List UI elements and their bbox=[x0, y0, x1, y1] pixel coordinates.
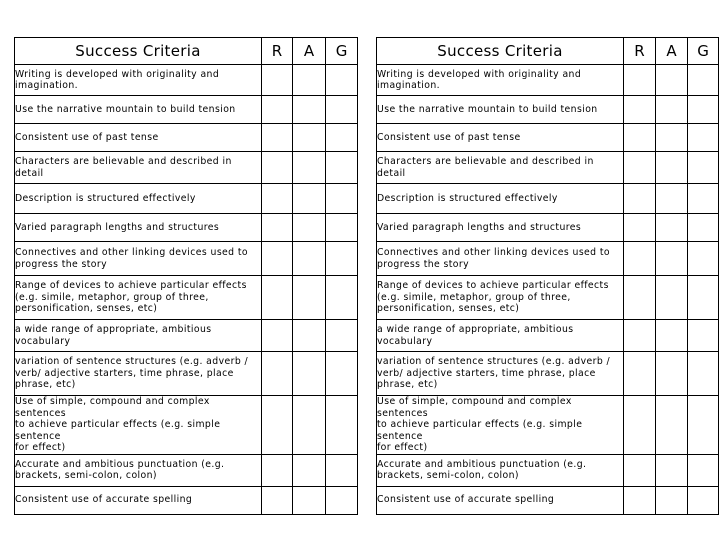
red-rating-cell[interactable] bbox=[624, 242, 656, 276]
green-rating-cell[interactable] bbox=[326, 276, 358, 320]
criteria-text: Writing is developed with originality and imagination. bbox=[377, 68, 582, 91]
criteria-text: Characters are believable and described in detail bbox=[377, 156, 594, 179]
red-rating-cell[interactable] bbox=[262, 214, 293, 242]
criteria-header: Success Criteria bbox=[15, 38, 262, 65]
criteria-cell bbox=[377, 352, 624, 396]
amber-rating-cell[interactable] bbox=[656, 242, 688, 276]
red-rating-cell[interactable] bbox=[262, 124, 293, 152]
green-rating-cell[interactable] bbox=[326, 454, 358, 486]
criteria-cell bbox=[377, 124, 624, 152]
header-row bbox=[377, 38, 719, 65]
criteria-row bbox=[377, 454, 719, 486]
amber-rating-cell[interactable] bbox=[293, 352, 326, 396]
criteria-text: Range of devices to achieve particular effects (e.g. simile, metaphor, group of three, personification, senses, etc) bbox=[377, 280, 609, 315]
criteria-cell bbox=[15, 276, 262, 320]
amber-rating-cell[interactable] bbox=[656, 96, 688, 124]
criteria-cell bbox=[377, 65, 624, 96]
criteria-cell bbox=[15, 214, 262, 242]
criteria-text: Connectives and other linking devices used to progress the story bbox=[15, 247, 248, 270]
green-rating-cell[interactable] bbox=[326, 65, 358, 96]
header-row bbox=[15, 38, 358, 65]
criteria-row bbox=[377, 396, 719, 455]
green-header: G bbox=[688, 38, 719, 65]
criteria-text: Description is structured effectively bbox=[15, 192, 196, 204]
amber-rating-cell[interactable] bbox=[293, 124, 326, 152]
criteria-cell bbox=[15, 454, 262, 486]
criteria-row bbox=[15, 65, 358, 96]
criteria-text: Consistent use of accurate spelling bbox=[15, 494, 193, 506]
criteria-cell bbox=[15, 184, 262, 214]
amber-rating-cell[interactable] bbox=[293, 152, 326, 184]
criteria-row bbox=[377, 352, 719, 396]
red-rating-cell[interactable] bbox=[262, 96, 293, 124]
amber-rating-cell[interactable] bbox=[293, 214, 326, 242]
criteria-row bbox=[15, 486, 358, 514]
red-rating-cell[interactable] bbox=[262, 65, 293, 96]
red-rating-cell[interactable] bbox=[262, 486, 293, 514]
green-rating-cell[interactable] bbox=[326, 486, 358, 514]
criteria-cell bbox=[15, 486, 262, 514]
criteria-text: Use of simple, compound and complex sentences to achieve particular effects (e.g. simple sentence for effect) bbox=[377, 396, 583, 453]
red-rating-cell[interactable] bbox=[624, 352, 656, 396]
amber-rating-cell[interactable] bbox=[656, 396, 688, 455]
green-rating-cell[interactable] bbox=[326, 214, 358, 242]
criteria-row bbox=[15, 276, 358, 320]
green-rating-cell[interactable] bbox=[688, 454, 719, 486]
criteria-row bbox=[15, 152, 358, 184]
criteria-text: a wide range of appropriate, ambitious vocabulary bbox=[377, 324, 574, 347]
criteria-cell bbox=[15, 96, 262, 124]
amber-rating-cell[interactable] bbox=[293, 65, 326, 96]
amber-rating-cell[interactable] bbox=[293, 242, 326, 276]
red-rating-cell[interactable] bbox=[624, 96, 656, 124]
criteria-cell bbox=[377, 276, 624, 320]
amber-rating-cell[interactable] bbox=[656, 320, 688, 352]
criteria-row bbox=[15, 242, 358, 276]
green-rating-cell[interactable] bbox=[688, 152, 719, 184]
criteria-text: Description is structured effectively bbox=[377, 192, 558, 204]
criteria-cell bbox=[377, 184, 624, 214]
criteria-row bbox=[377, 242, 719, 276]
criteria-cell bbox=[15, 396, 262, 455]
amber-rating-cell[interactable] bbox=[293, 396, 326, 455]
criteria-row bbox=[15, 396, 358, 455]
criteria-text: Accurate and ambitious punctuation (e.g. brackets, semi-colon, colon) bbox=[15, 458, 225, 481]
criteria-row bbox=[377, 486, 719, 514]
green-rating-cell[interactable] bbox=[326, 320, 358, 352]
amber-rating-cell[interactable] bbox=[656, 486, 688, 514]
green-rating-cell[interactable] bbox=[688, 352, 719, 396]
amber-rating-cell[interactable] bbox=[293, 454, 326, 486]
criteria-row bbox=[15, 124, 358, 152]
criteria-cell bbox=[15, 320, 262, 352]
success-criteria-table-right bbox=[376, 37, 719, 515]
red-rating-cell[interactable] bbox=[262, 396, 293, 455]
red-rating-cell[interactable] bbox=[262, 152, 293, 184]
criteria-text: Accurate and ambitious punctuation (e.g. brackets, semi-colon, colon) bbox=[377, 458, 587, 481]
criteria-row bbox=[377, 214, 719, 242]
criteria-row bbox=[377, 152, 719, 184]
criteria-cell bbox=[15, 124, 262, 152]
green-rating-cell[interactable] bbox=[688, 396, 719, 455]
criteria-cell bbox=[15, 242, 262, 276]
criteria-text: Consistent use of accurate spelling bbox=[377, 494, 555, 506]
criteria-text: Use of simple, compound and complex sentences to achieve particular effects (e.g. simple sentence for effect) bbox=[15, 396, 221, 453]
red-rating-cell[interactable] bbox=[262, 184, 293, 214]
criteria-row bbox=[15, 184, 358, 214]
criteria-cell bbox=[15, 152, 262, 184]
green-rating-cell[interactable] bbox=[688, 124, 719, 152]
amber-rating-cell[interactable] bbox=[656, 276, 688, 320]
amber-rating-cell[interactable] bbox=[656, 124, 688, 152]
green-rating-cell[interactable] bbox=[688, 320, 719, 352]
green-rating-cell[interactable] bbox=[326, 96, 358, 124]
red-rating-cell[interactable] bbox=[624, 320, 656, 352]
amber-header: A bbox=[293, 38, 326, 65]
criteria-text: Consistent use of past tense bbox=[377, 131, 521, 143]
red-header: R bbox=[262, 38, 293, 65]
red-rating-cell[interactable] bbox=[624, 124, 656, 152]
criteria-row bbox=[377, 124, 719, 152]
red-rating-cell[interactable] bbox=[262, 352, 293, 396]
green-header: G bbox=[326, 38, 358, 65]
red-rating-cell[interactable] bbox=[624, 214, 656, 242]
criteria-text: Varied paragraph lengths and structures bbox=[377, 221, 582, 233]
amber-rating-cell[interactable] bbox=[656, 454, 688, 486]
amber-rating-cell[interactable] bbox=[656, 184, 688, 214]
criteria-cell bbox=[377, 396, 624, 455]
criteria-cell bbox=[377, 152, 624, 184]
criteria-text: Consistent use of past tense bbox=[15, 131, 159, 143]
criteria-row bbox=[377, 276, 719, 320]
green-rating-cell[interactable] bbox=[688, 65, 719, 96]
green-rating-cell[interactable] bbox=[326, 242, 358, 276]
red-rating-cell[interactable] bbox=[262, 276, 293, 320]
criteria-row bbox=[15, 320, 358, 352]
amber-rating-cell[interactable] bbox=[656, 152, 688, 184]
green-rating-cell[interactable] bbox=[688, 214, 719, 242]
red-header: R bbox=[624, 38, 656, 65]
criteria-text: a wide range of appropriate, ambitious vocabulary bbox=[15, 324, 212, 347]
criteria-row bbox=[15, 352, 358, 396]
criteria-text: variation of sentence structures (e.g. adverb / verb/ adjective starters, time phrase, place phrase, etc) bbox=[377, 356, 611, 391]
amber-rating-cell[interactable] bbox=[293, 184, 326, 214]
green-rating-cell[interactable] bbox=[688, 96, 719, 124]
criteria-text: Use the narrative mountain to build tension bbox=[15, 103, 236, 115]
red-rating-cell[interactable] bbox=[624, 396, 656, 455]
criteria-cell bbox=[377, 320, 624, 352]
red-rating-cell[interactable] bbox=[624, 276, 656, 320]
criteria-cell bbox=[377, 96, 624, 124]
red-rating-cell[interactable] bbox=[262, 320, 293, 352]
green-rating-cell[interactable] bbox=[326, 352, 358, 396]
criteria-row bbox=[377, 96, 719, 124]
criteria-cell bbox=[377, 454, 624, 486]
criteria-cell bbox=[15, 352, 262, 396]
green-rating-cell[interactable] bbox=[326, 152, 358, 184]
green-rating-cell[interactable] bbox=[326, 396, 358, 455]
criteria-cell bbox=[377, 214, 624, 242]
criteria-cell bbox=[377, 242, 624, 276]
amber-header: A bbox=[656, 38, 688, 65]
green-rating-cell[interactable] bbox=[326, 124, 358, 152]
criteria-row bbox=[15, 214, 358, 242]
criteria-text: Varied paragraph lengths and structures bbox=[15, 221, 220, 233]
criteria-row bbox=[15, 96, 358, 124]
amber-rating-cell[interactable] bbox=[293, 276, 326, 320]
red-rating-cell[interactable] bbox=[262, 454, 293, 486]
criteria-row bbox=[377, 320, 719, 352]
criteria-text: variation of sentence structures (e.g. adverb / verb/ adjective starters, time phrase, place phrase, etc) bbox=[15, 356, 249, 391]
criteria-text: Connectives and other linking devices used to progress the story bbox=[377, 247, 610, 270]
amber-rating-cell[interactable] bbox=[656, 65, 688, 96]
green-rating-cell[interactable] bbox=[688, 184, 719, 214]
green-rating-cell[interactable] bbox=[326, 184, 358, 214]
criteria-header: Success Criteria bbox=[377, 38, 624, 65]
red-rating-cell[interactable] bbox=[624, 152, 656, 184]
amber-rating-cell[interactable] bbox=[656, 214, 688, 242]
green-rating-cell[interactable] bbox=[688, 242, 719, 276]
red-rating-cell[interactable] bbox=[624, 65, 656, 96]
red-rating-cell[interactable] bbox=[624, 486, 656, 514]
amber-rating-cell[interactable] bbox=[293, 96, 326, 124]
criteria-row bbox=[377, 184, 719, 214]
red-rating-cell[interactable] bbox=[624, 184, 656, 214]
amber-rating-cell[interactable] bbox=[656, 352, 688, 396]
criteria-row bbox=[377, 65, 719, 96]
criteria-text: Use the narrative mountain to build tension bbox=[377, 103, 598, 115]
criteria-text: Writing is developed with originality and imagination. bbox=[15, 68, 220, 91]
amber-rating-cell[interactable] bbox=[293, 486, 326, 514]
amber-rating-cell[interactable] bbox=[293, 320, 326, 352]
green-rating-cell[interactable] bbox=[688, 276, 719, 320]
criteria-cell bbox=[15, 65, 262, 96]
criteria-text: Characters are believable and described in detail bbox=[15, 156, 232, 179]
criteria-text: Range of devices to achieve particular effects (e.g. simile, metaphor, group of three, personification, senses, etc) bbox=[15, 280, 247, 315]
criteria-cell bbox=[377, 486, 624, 514]
red-rating-cell[interactable] bbox=[624, 454, 656, 486]
criteria-row bbox=[15, 454, 358, 486]
success-criteria-table-left bbox=[14, 37, 358, 515]
green-rating-cell[interactable] bbox=[688, 486, 719, 514]
red-rating-cell[interactable] bbox=[262, 242, 293, 276]
